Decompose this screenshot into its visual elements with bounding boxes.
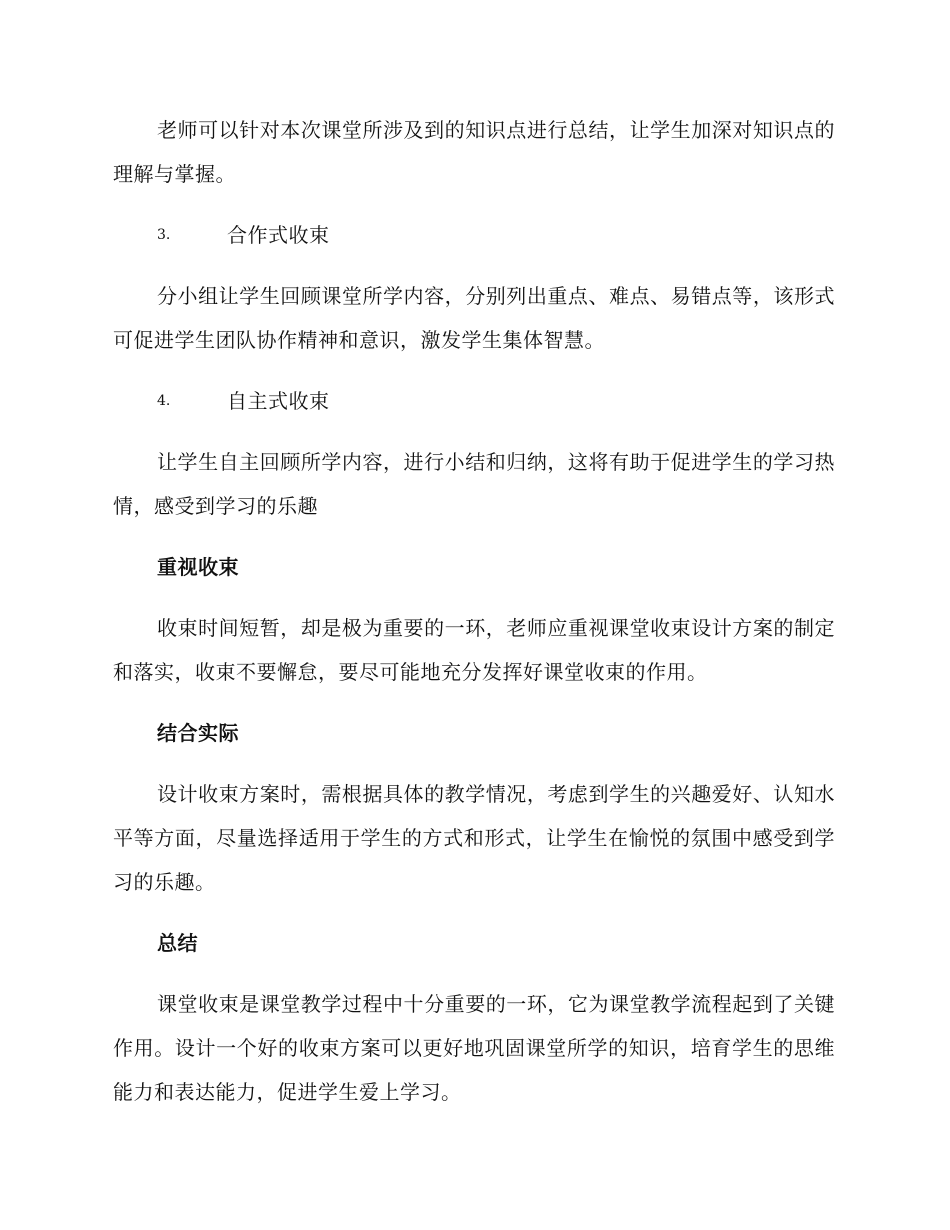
section-heading-practical: 结合实际 [157,721,239,745]
section-heading-emphasis: 重视收束 [157,555,239,579]
paragraph-summary-by-teacher: 老师可以针对本次课堂所涉及到的知识点进行总结，让学生加深对知识点的理解与掌握。 [113,118,835,186]
section-heading-conclusion: 总结 [157,931,198,955]
paragraph-emphasis: 收束时间短暂，却是极为重要的一环，老师应重视课堂收束设计方案的制定和落实，收束不要懈怠，要尽可能地充分发挥好课堂收束的作用。 [113,616,835,684]
list-number: 3. [157,227,171,243]
paragraph-cooperative: 分小组让学生回顾课堂所学内容，分别列出重点、难点、易错点等，该形式可促进学生团队协作精神和意识，激发学生集体智慧。 [113,284,835,352]
list-item-label: 合作式收束 [227,223,330,247]
paragraph-practical: 设计收束方案时，需根据具体的教学情况，考虑到学生的兴趣爱好、认知水平等方面，尽量选择适用于学生的方式和形式，让学生在愉悦的氛围中感受到学习的乐趣。 [113,782,835,894]
paragraph-autonomous: 让学生自主回顾所学内容，进行小结和归纳，这将有助于促进学生的学习热情，感受到学习的乐趣 [113,450,835,518]
document-body [113,108,835,1131]
list-item-label: 自主式收束 [227,389,330,413]
list-item-3 [113,213,835,257]
list-number: 4. [157,393,171,409]
list-item-4 [113,379,835,423]
paragraph-conclusion: 课堂收束是课堂教学过程中十分重要的一环，它为课堂教学流程起到了关键作用。设计一个好的收束方案可以更好地巩固课堂所学的知识，培育学生的思维能力和表达能力，促进学生爱上学习。 [113,992,835,1104]
